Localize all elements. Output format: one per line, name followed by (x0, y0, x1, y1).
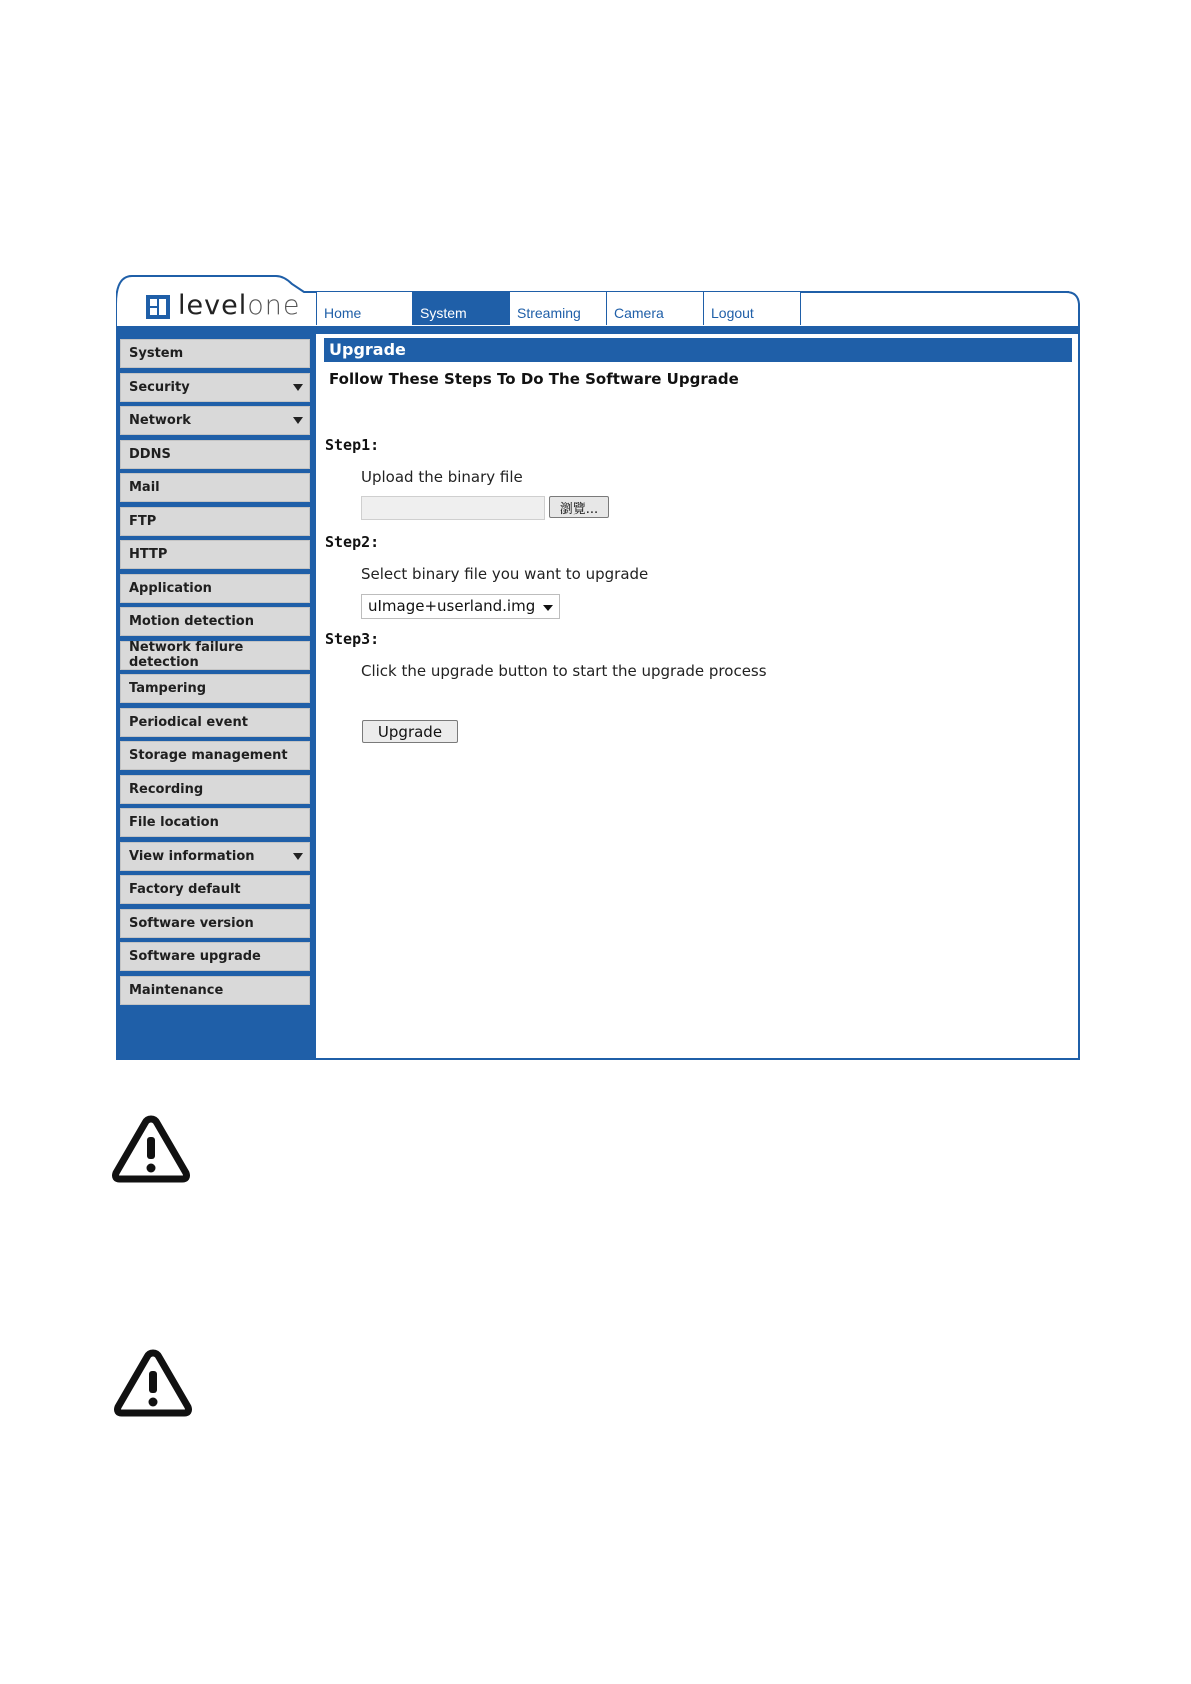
header-divider-bar (116, 326, 1080, 334)
sidebar-item-label: Maintenance (129, 982, 224, 998)
sidebar-item-ddns[interactable] (120, 440, 310, 469)
sidebar-item-application[interactable] (120, 574, 310, 603)
sidebar-item-label: Security (129, 379, 190, 395)
sidebar-item-label: Network failure detection (129, 640, 244, 670)
sidebar-item-motion-detection[interactable] (120, 607, 310, 636)
chevron-down-icon (543, 605, 553, 611)
sidebar-item-software-version[interactable] (120, 909, 310, 938)
sidebar (116, 334, 316, 1060)
sidebar-item-network-failure-detection[interactable] (120, 641, 310, 670)
sidebar-item-http[interactable] (120, 540, 310, 569)
sidebar-item-label: DDNS (129, 446, 171, 462)
sidebar-item-label: System (129, 346, 184, 361)
step2-title: Step2: (325, 533, 380, 551)
logo-mark-icon (146, 295, 170, 319)
app-window (116, 274, 1080, 1060)
sidebar-item-label: View information (129, 848, 255, 864)
main-nav-tabs (316, 291, 1069, 327)
step2-description: Select binary file you want to upgrade (361, 565, 649, 583)
sidebar-item-label: Application (129, 580, 212, 596)
tab-system[interactable]: System (413, 291, 510, 325)
sidebar-item-network[interactable] (120, 406, 310, 435)
chevron-down-icon (293, 853, 303, 860)
sidebar-item-label: Recording (129, 781, 204, 797)
tab-bar-filler (801, 291, 1069, 325)
step1-title: Step1: (325, 436, 380, 454)
tab-streaming[interactable]: Streaming (510, 291, 607, 325)
sidebar-item-tampering[interactable] (120, 674, 310, 703)
chevron-down-icon (293, 417, 303, 424)
tab-logout[interactable]: Logout (704, 291, 801, 325)
logo-text (178, 290, 300, 321)
sidebar-item-maintenance[interactable] (120, 976, 310, 1005)
binary-file-select-value: uImage+userland.img (368, 597, 536, 615)
main-content (316, 334, 1080, 1060)
warning-icon (112, 1115, 190, 1183)
sidebar-item-label: Motion detection (129, 614, 254, 629)
browse-button[interactable]: 瀏覽... (549, 496, 609, 518)
sidebar-item-label: File location (129, 815, 219, 830)
sidebar-item-factory-default[interactable] (120, 875, 310, 904)
sidebar-item-software-upgrade[interactable] (120, 942, 310, 971)
sidebar-item-label: Factory default (129, 882, 241, 897)
sidebar-item-system[interactable] (120, 339, 310, 368)
sidebar-item-ftp[interactable] (120, 507, 310, 536)
upgrade-button[interactable]: Upgrade (362, 720, 458, 743)
sidebar-item-security[interactable] (120, 373, 310, 402)
sidebar-item-label: Tampering (129, 681, 207, 696)
sidebar-item-periodical-event[interactable] (120, 708, 310, 737)
logo-text-main: level (178, 290, 248, 321)
page-title: Upgrade (324, 338, 1072, 362)
sidebar-item-label: Storage management (129, 748, 288, 763)
step3-description: Click the upgrade button to start the upgrade process (361, 662, 767, 680)
sidebar-item-label: Network (129, 413, 191, 428)
sidebar-item-label: Software upgrade (129, 949, 261, 964)
page-subtitle: Follow These Steps To Do The Software Upgrade (329, 370, 739, 388)
sidebar-item-recording[interactable] (120, 775, 310, 804)
sidebar-item-label: Software version (129, 915, 254, 931)
sidebar-item-label: FTP (129, 513, 157, 529)
file-path-input[interactable] (361, 496, 545, 520)
sidebar-item-label: Periodical event (129, 714, 248, 730)
logo-text-dim: one (247, 290, 301, 321)
chevron-down-icon (293, 384, 303, 391)
tab-home[interactable]: Home (316, 291, 413, 325)
sidebar-item-storage-management[interactable] (120, 741, 310, 770)
sidebar-item-label: Mail (129, 480, 160, 495)
tab-camera[interactable]: Camera (607, 291, 704, 325)
sidebar-item-mail[interactable] (120, 473, 310, 502)
sidebar-item-view-information[interactable] (120, 842, 310, 871)
warning-icon (114, 1349, 192, 1417)
sidebar-item-file-location[interactable] (120, 808, 310, 837)
step3-title: Step3: (325, 630, 380, 648)
binary-file-select[interactable] (361, 594, 560, 619)
step1-description: Upload the binary file (361, 468, 523, 486)
sidebar-item-label: HTTP (129, 547, 168, 562)
